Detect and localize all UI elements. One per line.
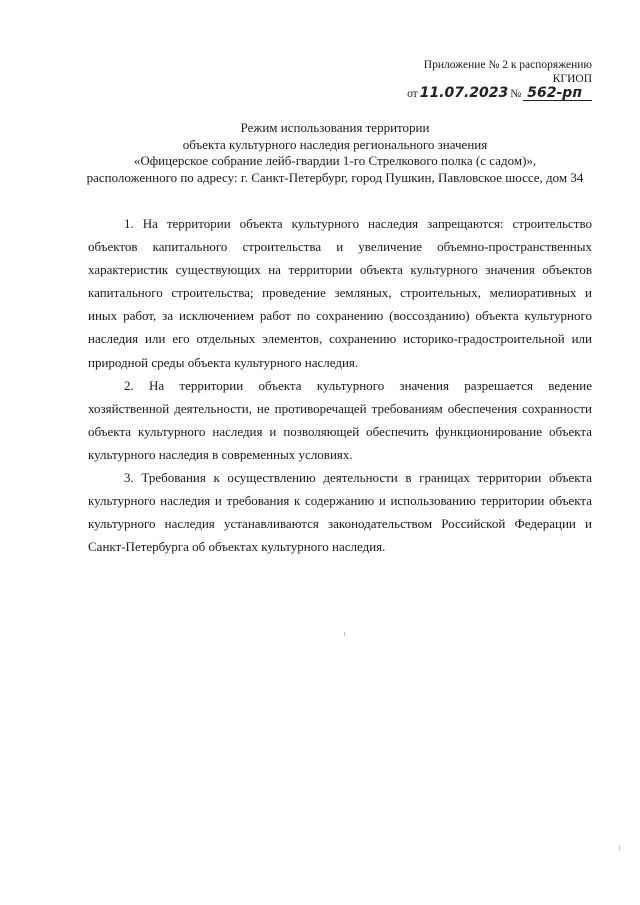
paragraph-1: 1. На территории объекта культурного наследия запрещаются: строительство объектов капитального строительства и увеличение объемно-пространственных характеристик существующих на территории объекта культурного значения объектов капитального строительства; проведение земляных, строительных, мелиоративных и иных работ, за исключением работ по сохранению (воссозданию) объекта культурного наследия или его отдельных элементов, сохранению историко-градостроительной или природной среды объекта культурного наследия. xyxy=(88,216,592,370)
scan-speck xyxy=(619,846,620,850)
title-line-1: Режим использования территории xyxy=(240,120,430,135)
paragraph-3: 3. Требования к осуществлению деятельности в границах территории объекта культурного наследия и требования к содержанию и использованию территории объекта культурного наследия устанавливаются законодательством Российской Федерации и Санкт-Петербурга об объектах культурного наследия. xyxy=(88,470,592,555)
title-line-3: «Офицерское собрание лейб-гвардии 1-го Стрелкового полка (с садом)», xyxy=(133,153,537,168)
appendix-header xyxy=(392,58,592,101)
title-line-2: объекта культурного наследия регионального значения xyxy=(182,136,488,152)
handwritten-date: 11.07.2023 xyxy=(419,85,509,101)
appendix-line: Приложение № 2 к распоряжению КГИОП xyxy=(423,59,592,85)
from-prefix: от xyxy=(407,88,418,100)
title-line-4: расположенного по адресу: г. Санкт-Петербург, город Пушкин, Павловское шоссе, дом 34 xyxy=(86,169,584,185)
number-prefix: № xyxy=(510,88,522,100)
paragraph-2: 2. На территории объекта культурного значения разрешается ведение хозяйственной деятельности, не противоречащей требованиям обеспечения сохранности объекта культурного наследия и позволяющей обеспечить функционирование объекта культурного наследия в современных условиях. xyxy=(88,377,592,462)
appendix-date-number-line xyxy=(392,86,592,101)
document-title xyxy=(40,120,630,186)
scan-speck xyxy=(344,632,345,636)
document-body xyxy=(88,212,592,558)
handwritten-number: 562-рп xyxy=(523,86,592,101)
